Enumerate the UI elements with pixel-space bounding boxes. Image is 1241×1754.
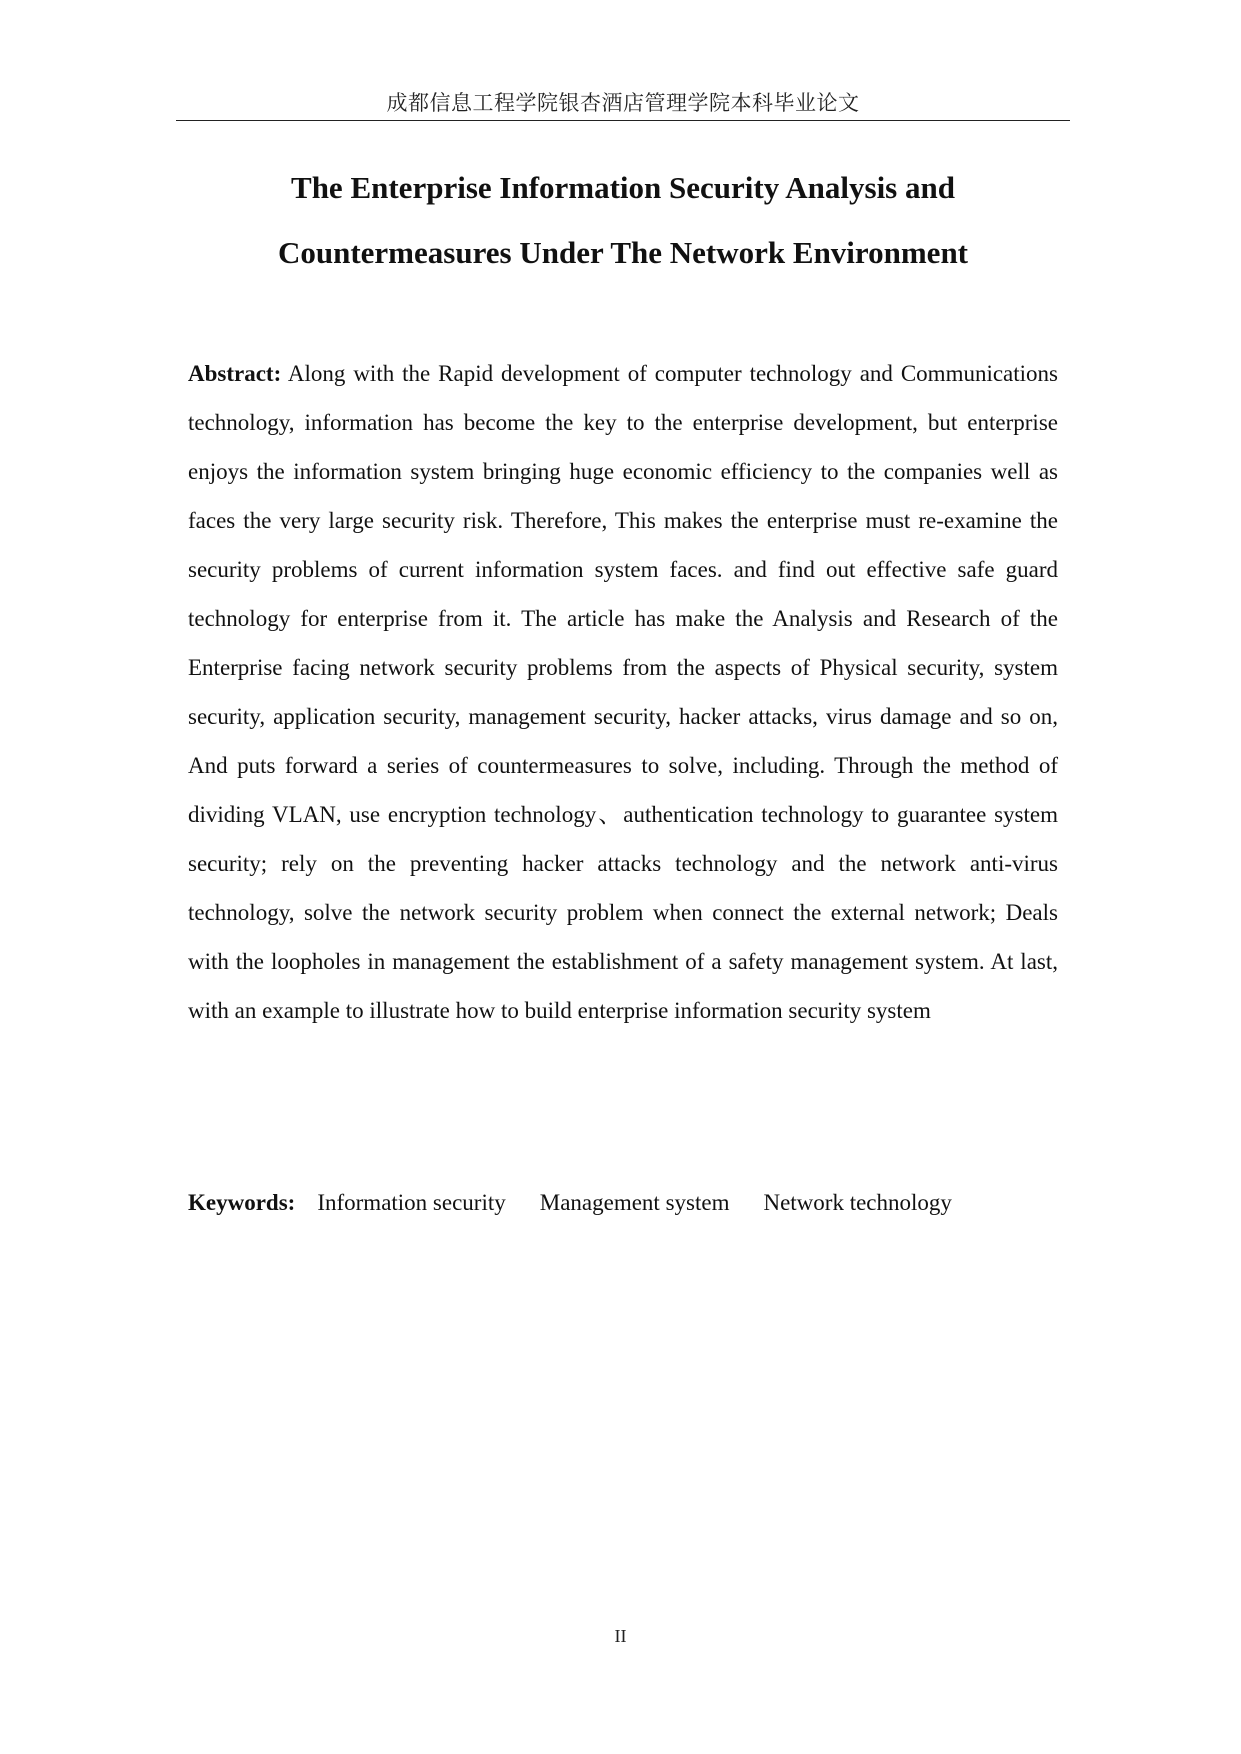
keywords-label: Keywords: (188, 1190, 296, 1215)
abstract-text: Along with the Rapid development of computer technology and Communications technology, information has become the key to the enterprise development, but enterprise enjoys the information system bringing huge economic efficiency to the companies well as faces the very large security risk. Therefore, This makes the enterprise must re-examine the security problems of current information system faces. and find out effective safe guard technology for enterprise from it. The article has make the Analysis and Research of the Enterprise facing network security problems from the aspects of Physical security, system security, application security, management security, hacker attacks, virus damage and so on, And puts forward a series of countermeasures to solve, including. Through the method of dividing VLAN, use encryption technology、authentication technology to guarantee system security; rely on the preventing hacker attacks technology and the network anti-virus technology, solve the network security problem when connect the external network; Deals with the loopholes in management the establishment of a safety management system. At last, with an example to illustrate how to build enterprise information security system (188, 361, 1058, 1023)
paper-title-line-1: The Enterprise Information Security Analysis and (291, 170, 955, 205)
abstract-label: Abstract: (188, 361, 282, 386)
paper-title (176, 155, 1070, 285)
running-header: 成都信息工程学院银杏酒店管理学院本科毕业论文 (386, 91, 860, 115)
paper-title-line-2: Countermeasures Under The Network Environment (277, 235, 969, 270)
page-number: II (614, 1626, 627, 1646)
header-rule (176, 120, 1070, 121)
keyword-item: Management system (539, 1190, 730, 1215)
keyword-item: Network technology (763, 1190, 952, 1215)
keywords-line (188, 1183, 1058, 1223)
keyword-item: Information security (317, 1190, 506, 1215)
abstract-paragraph (188, 349, 1058, 1035)
